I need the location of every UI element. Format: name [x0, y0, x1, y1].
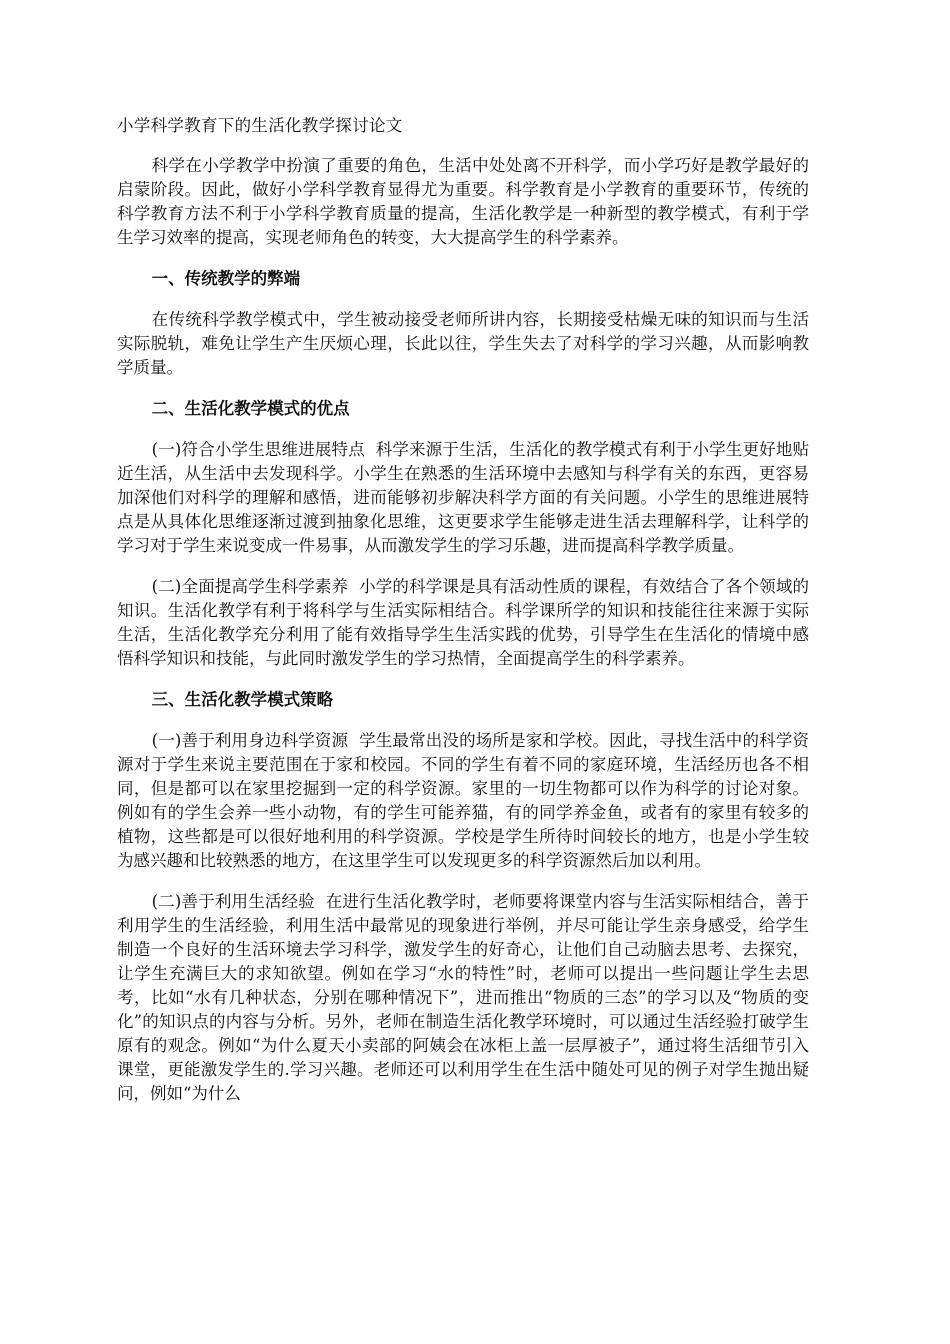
section-heading-traditional-drawbacks: 一、传统教学的弊端: [151, 269, 301, 288]
paragraph-text: 科学来源于生活，生活化的教学模式有利于小学生更好地贴近生活，从生活中去发现科学。小学生在熟悉的生活环境中去感知与科学有关的东西，更容易加深他们对科学的理解和感悟，进而能够初步解决科学方面的有关问题。小学生的思维进展特点是从具体化思维逐渐过渡到抽象化思维，这更要求学生能够走进生活去理解科学，让科学的学习对于学生来说变成一件易事，从而激发学生的学习乐趣，进而提高科学教学质量。: [117, 440, 809, 555]
paragraph-text: 在传统科学教学模式中，学生被动接受老师所讲内容，长期接受枯燥无味的知识而与生活实际脱轨，难免让学生产生厌烦心理，长此以往，学生失去了对科学的学习兴趣，从而影响教学质量。: [117, 310, 809, 377]
paragraph-text: 在进行生活化教学时，老师要将课堂内容与生活实际相结合，善于利用学生的生活经验，利用生活中最常见的现象进行举例，并尽可能让学生亲身感受，给学生制造一个良好的生活环境去学习科学，激发学生的好奇心，让他们自己动脑去思考、去探究，让学生充满巨大的求知欲望。例如在学习“水的特性”时，老师可以提出一些问题让学生去思考，比如“水有几种状态，分别在哪种情况下”，进而推出“物质的三态”的学习以及“物质的变化”的知识点的内容与分析。另外，老师在制造生活化教学环境时，可以通过生活经验打破学生原有的观念。例如“为什么夏天小卖部的阿姨会在冰柜上盖一层厚被子”，通过将生活细节引入课堂，更能激发学生的.学习兴趣。老师还可以利用学生在生活中随处可见的例子对学生抛出疑问，例如“为什么: [117, 892, 810, 1103]
paragraph-lead: (二)全面提高学生科学素养: [151, 577, 360, 596]
paragraph-lead: (一)符合小学生思维进展特点: [151, 440, 376, 459]
section-3-paragraph-2: [117, 890, 809, 1106]
section-1-paragraph-1: [117, 308, 809, 380]
paragraph-text: 小学的科学课是具有活动性质的课程，有效结合了各个领域的知识。生活化教学有利于将科学与生活实际相结合。科学课所学的知识和技能往往来源于实际生活，生活化教学充分利用了能有效指导学生生活实践的优势，引导学生在生活化的情境中感悟科学知识和技能，与此同时激发学生的学习热情，全面提高学生的科学素养。: [117, 577, 809, 668]
section-3-paragraph-1: [117, 729, 809, 873]
section-heading-advantages: 二、生活化教学模式的优点: [151, 399, 350, 418]
paragraph-lead: (一)善于利用身边科学资源: [151, 731, 360, 750]
section-heading-strategies: 三、生活化教学模式策略: [151, 690, 334, 709]
document-page: [117, 114, 809, 1123]
section-2-paragraph-1: [117, 438, 809, 558]
paragraph-text: 学生最常出没的场所是家和学校。因此，寻找生活中的科学资源对于学生来说主要范围在于家和校园。不同的学生有着不同的家庭环境，生活经历也各不相同，但是都可以在家里挖掘到一定的科学资源。家里的一切生物都可以作为科学的讨论对象。例如有的学生会养一些小动物，有的学生可能养猫，有的同学养金鱼，或者有的家里有较多的植物，这些都是可以很好地利用的科学资源。学校是学生所待时间较长的地方，也是小学生较为感兴趣和比较熟悉的地方，在这里学生可以发现更多的科学资源然后加以利用。: [117, 731, 809, 870]
paragraph-lead: (二)善于利用生活经验: [151, 892, 326, 911]
document-title: 小学科学教育下的生活化教学探讨论文: [117, 116, 403, 135]
section-2-paragraph-2: [117, 575, 809, 671]
intro-paragraph: 科学在小学教学中扮演了重要的角色，生活中处处离不开科学，而小学巧好是教学最好的启蒙阶段。因此，做好小学科学教育显得尤为重要。科学教育是小学教育的重要环节，传统的科学教育方法不利于小学科学教育质量的提高，生活化教学是一种新型的教学模式，有利于学生学习效率的提高，实现老师角色的转变，大大提高学生的科学素养。: [117, 156, 809, 247]
